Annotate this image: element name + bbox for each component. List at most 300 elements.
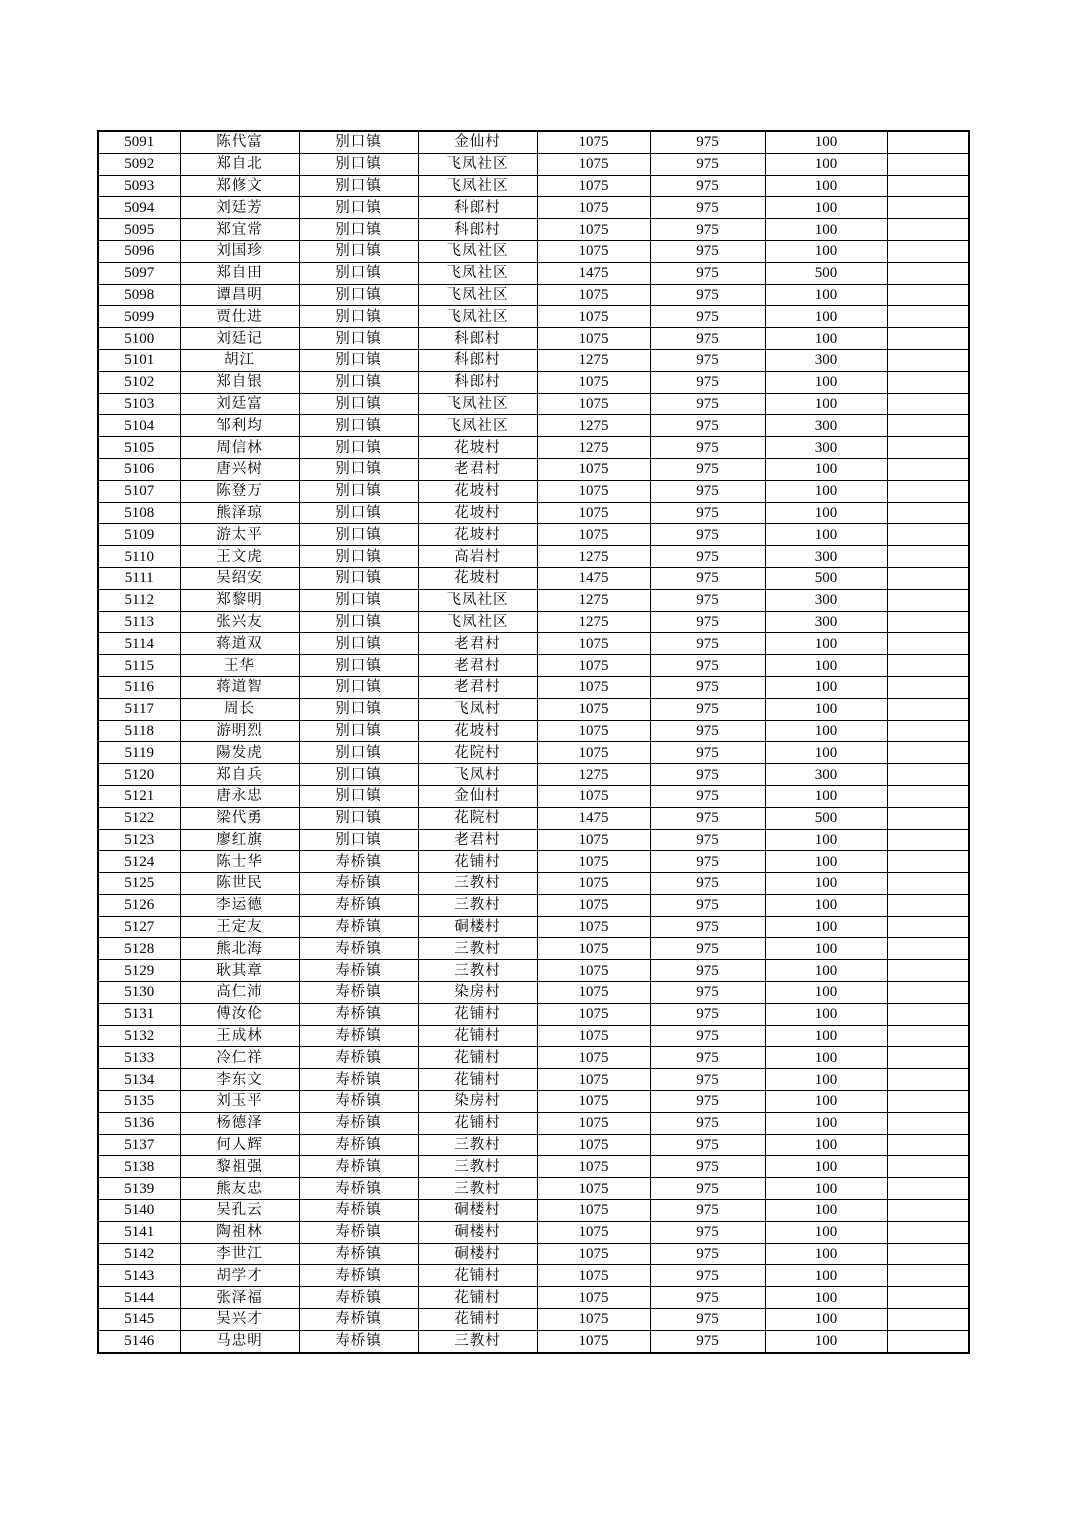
amount-total-cell: 1275: [537, 764, 650, 786]
name-cell: 耿其章: [180, 960, 299, 982]
table-row: [98, 655, 969, 677]
town-cell: 寿桥镇: [299, 894, 418, 916]
village-cell: 科郎村: [418, 349, 537, 371]
town-cell: 寿桥镇: [299, 916, 418, 938]
amount-total-cell: 1075: [537, 219, 650, 241]
table-row: [98, 240, 969, 262]
table-row: [98, 1047, 969, 1069]
table-row: [98, 851, 969, 873]
remark-cell: [887, 415, 969, 437]
name-cell: 游明烈: [180, 720, 299, 742]
row-number-cell: 5101: [98, 349, 180, 371]
amount-extra-cell: 100: [765, 328, 887, 350]
amount-total-cell: 1075: [537, 328, 650, 350]
row-number-cell: 5102: [98, 371, 180, 393]
village-cell: 金仙村: [418, 131, 537, 153]
amount-base-cell: 975: [650, 1047, 765, 1069]
amount-base-cell: 975: [650, 698, 765, 720]
amount-extra-cell: 100: [765, 1178, 887, 1200]
remark-cell: [887, 262, 969, 284]
amount-base-cell: 975: [650, 1003, 765, 1025]
town-cell: 别口镇: [299, 284, 418, 306]
amount-total-cell: 1275: [537, 349, 650, 371]
amount-extra-cell: 300: [765, 437, 887, 459]
amount-base-cell: 975: [650, 1134, 765, 1156]
table-row: [98, 611, 969, 633]
village-cell: 硐楼村: [418, 1200, 537, 1222]
table-row: [98, 742, 969, 764]
village-cell: 三教村: [418, 938, 537, 960]
row-number-cell: 5119: [98, 742, 180, 764]
name-cell: 杨德泽: [180, 1112, 299, 1134]
town-cell: 别口镇: [299, 611, 418, 633]
name-cell: 高仁沛: [180, 982, 299, 1004]
town-cell: 别口镇: [299, 633, 418, 655]
village-cell: 飞凤社区: [418, 611, 537, 633]
table-row: [98, 982, 969, 1004]
amount-total-cell: 1075: [537, 502, 650, 524]
town-cell: 别口镇: [299, 153, 418, 175]
table-row: [98, 437, 969, 459]
row-number-cell: 5096: [98, 240, 180, 262]
remark-cell: [887, 611, 969, 633]
amount-total-cell: 1075: [537, 938, 650, 960]
table-row: [98, 960, 969, 982]
amount-extra-cell: 100: [765, 1091, 887, 1113]
village-cell: 花坡村: [418, 567, 537, 589]
amount-extra-cell: 100: [765, 1134, 887, 1156]
amount-base-cell: 975: [650, 960, 765, 982]
row-number-cell: 5129: [98, 960, 180, 982]
village-cell: 老君村: [418, 458, 537, 480]
village-cell: 花坡村: [418, 720, 537, 742]
amount-extra-cell: 100: [765, 1069, 887, 1091]
row-number-cell: 5124: [98, 851, 180, 873]
amount-total-cell: 1475: [537, 807, 650, 829]
row-number-cell: 5111: [98, 567, 180, 589]
amount-extra-cell: 300: [765, 611, 887, 633]
table-row: [98, 458, 969, 480]
village-cell: 硐楼村: [418, 916, 537, 938]
village-cell: 花铺村: [418, 1112, 537, 1134]
town-cell: 别口镇: [299, 567, 418, 589]
amount-total-cell: 1075: [537, 1069, 650, 1091]
name-cell: 张泽福: [180, 1287, 299, 1309]
name-cell: 陈士华: [180, 851, 299, 873]
remark-cell: [887, 524, 969, 546]
remark-cell: [887, 1091, 969, 1113]
amount-extra-cell: 100: [765, 960, 887, 982]
name-cell: 王文虎: [180, 546, 299, 568]
name-cell: 刘廷富: [180, 393, 299, 415]
name-cell: 张兴友: [180, 611, 299, 633]
table-row: [98, 1330, 969, 1352]
village-cell: 三教村: [418, 960, 537, 982]
village-cell: 染房村: [418, 1091, 537, 1113]
amount-extra-cell: 100: [765, 175, 887, 197]
remark-cell: [887, 698, 969, 720]
village-cell: 花院村: [418, 807, 537, 829]
amount-extra-cell: 100: [765, 676, 887, 698]
village-cell: 花坡村: [418, 502, 537, 524]
amount-extra-cell: 100: [765, 1112, 887, 1134]
row-number-cell: 5122: [98, 807, 180, 829]
table-row: [98, 153, 969, 175]
amount-total-cell: 1075: [537, 480, 650, 502]
village-cell: 三教村: [418, 1134, 537, 1156]
amount-extra-cell: 100: [765, 829, 887, 851]
amount-extra-cell: 100: [765, 524, 887, 546]
row-number-cell: 5138: [98, 1156, 180, 1178]
village-cell: 高岩村: [418, 546, 537, 568]
amount-extra-cell: 300: [765, 589, 887, 611]
name-cell: 郑宜常: [180, 219, 299, 241]
amount-total-cell: 1475: [537, 567, 650, 589]
row-number-cell: 5128: [98, 938, 180, 960]
table-row: [98, 1156, 969, 1178]
amount-base-cell: 975: [650, 916, 765, 938]
remark-cell: [887, 829, 969, 851]
name-cell: 郑自北: [180, 153, 299, 175]
row-number-cell: 5094: [98, 197, 180, 219]
row-number-cell: 5117: [98, 698, 180, 720]
remark-cell: [887, 153, 969, 175]
town-cell: 寿桥镇: [299, 1178, 418, 1200]
name-cell: 郑自兵: [180, 764, 299, 786]
amount-base-cell: 975: [650, 349, 765, 371]
name-cell: 周信林: [180, 437, 299, 459]
village-cell: 花坡村: [418, 480, 537, 502]
amount-total-cell: 1075: [537, 524, 650, 546]
amount-extra-cell: 500: [765, 262, 887, 284]
amount-total-cell: 1075: [537, 1243, 650, 1265]
table-row: [98, 785, 969, 807]
village-cell: 飞凤社区: [418, 153, 537, 175]
amount-base-cell: 975: [650, 676, 765, 698]
records-table: [97, 130, 970, 1354]
row-number-cell: 5134: [98, 1069, 180, 1091]
row-number-cell: 5143: [98, 1265, 180, 1287]
amount-total-cell: 1075: [537, 284, 650, 306]
village-cell: 花铺村: [418, 1003, 537, 1025]
amount-extra-cell: 100: [765, 393, 887, 415]
remark-cell: [887, 807, 969, 829]
amount-total-cell: 1075: [537, 1309, 650, 1331]
amount-base-cell: 975: [650, 611, 765, 633]
amount-base-cell: 975: [650, 807, 765, 829]
table-row: [98, 1025, 969, 1047]
remark-cell: [887, 1178, 969, 1200]
name-cell: 郑黎明: [180, 589, 299, 611]
amount-total-cell: 1075: [537, 1134, 650, 1156]
village-cell: 飞凤社区: [418, 415, 537, 437]
remark-cell: [887, 240, 969, 262]
amount-extra-cell: 100: [765, 720, 887, 742]
amount-base-cell: 975: [650, 764, 765, 786]
row-number-cell: 5106: [98, 458, 180, 480]
town-cell: 寿桥镇: [299, 1134, 418, 1156]
amount-extra-cell: 100: [765, 982, 887, 1004]
remark-cell: [887, 1200, 969, 1222]
amount-base-cell: 975: [650, 393, 765, 415]
table-row: [98, 502, 969, 524]
town-cell: 别口镇: [299, 589, 418, 611]
remark-cell: [887, 1003, 969, 1025]
amount-extra-cell: 500: [765, 807, 887, 829]
amount-base-cell: 975: [650, 437, 765, 459]
village-cell: 硐楼村: [418, 1221, 537, 1243]
amount-total-cell: 1075: [537, 1221, 650, 1243]
name-cell: 李东文: [180, 1069, 299, 1091]
row-number-cell: 5120: [98, 764, 180, 786]
remark-cell: [887, 1134, 969, 1156]
row-number-cell: 5092: [98, 153, 180, 175]
amount-total-cell: 1075: [537, 458, 650, 480]
amount-base-cell: 975: [650, 655, 765, 677]
row-number-cell: 5115: [98, 655, 180, 677]
row-number-cell: 5144: [98, 1287, 180, 1309]
amount-extra-cell: 100: [765, 219, 887, 241]
table-row: [98, 371, 969, 393]
village-cell: 科郎村: [418, 328, 537, 350]
name-cell: 吴孔云: [180, 1200, 299, 1222]
amount-extra-cell: 100: [765, 938, 887, 960]
name-cell: 王华: [180, 655, 299, 677]
name-cell: 熊泽琼: [180, 502, 299, 524]
town-cell: 别口镇: [299, 502, 418, 524]
amount-extra-cell: 100: [765, 1221, 887, 1243]
name-cell: 谭昌明: [180, 284, 299, 306]
village-cell: 三教村: [418, 1178, 537, 1200]
amount-total-cell: 1075: [537, 197, 650, 219]
village-cell: 花铺村: [418, 1047, 537, 1069]
name-cell: 熊友忠: [180, 1178, 299, 1200]
table-row: [98, 393, 969, 415]
amount-base-cell: 975: [650, 785, 765, 807]
amount-base-cell: 975: [650, 240, 765, 262]
remark-cell: [887, 546, 969, 568]
town-cell: 寿桥镇: [299, 1156, 418, 1178]
remark-cell: [887, 1112, 969, 1134]
amount-extra-cell: 100: [765, 284, 887, 306]
amount-total-cell: 1075: [537, 131, 650, 153]
amount-extra-cell: 100: [765, 916, 887, 938]
amount-extra-cell: 300: [765, 349, 887, 371]
remark-cell: [887, 916, 969, 938]
amount-base-cell: 975: [650, 131, 765, 153]
remark-cell: [887, 764, 969, 786]
village-cell: 花铺村: [418, 1265, 537, 1287]
row-number-cell: 5112: [98, 589, 180, 611]
amount-total-cell: 1075: [537, 1047, 650, 1069]
name-cell: 邹利均: [180, 415, 299, 437]
table-row: [98, 894, 969, 916]
town-cell: 别口镇: [299, 829, 418, 851]
amount-base-cell: 975: [650, 328, 765, 350]
row-number-cell: 5136: [98, 1112, 180, 1134]
amount-total-cell: 1075: [537, 1178, 650, 1200]
amount-base-cell: 975: [650, 1069, 765, 1091]
row-number-cell: 5105: [98, 437, 180, 459]
village-cell: 三教村: [418, 1330, 537, 1352]
town-cell: 寿桥镇: [299, 1047, 418, 1069]
town-cell: 别口镇: [299, 131, 418, 153]
town-cell: 别口镇: [299, 197, 418, 219]
town-cell: 寿桥镇: [299, 982, 418, 1004]
village-cell: 老君村: [418, 676, 537, 698]
village-cell: 金仙村: [418, 785, 537, 807]
table-row: [98, 698, 969, 720]
amount-extra-cell: 100: [765, 1265, 887, 1287]
town-cell: 别口镇: [299, 742, 418, 764]
amount-extra-cell: 100: [765, 306, 887, 328]
amount-total-cell: 1275: [537, 546, 650, 568]
amount-total-cell: 1075: [537, 785, 650, 807]
table-row: [98, 1178, 969, 1200]
amount-base-cell: 975: [650, 1112, 765, 1134]
amount-base-cell: 975: [650, 1330, 765, 1352]
row-number-cell: 5135: [98, 1091, 180, 1113]
town-cell: 别口镇: [299, 306, 418, 328]
village-cell: 科郎村: [418, 371, 537, 393]
amount-extra-cell: 100: [765, 851, 887, 873]
table-row: [98, 284, 969, 306]
remark-cell: [887, 480, 969, 502]
amount-base-cell: 975: [650, 262, 765, 284]
remark-cell: [887, 502, 969, 524]
town-cell: 寿桥镇: [299, 1069, 418, 1091]
town-cell: 别口镇: [299, 807, 418, 829]
amount-base-cell: 975: [650, 284, 765, 306]
row-number-cell: 5095: [98, 219, 180, 241]
town-cell: 寿桥镇: [299, 873, 418, 895]
row-number-cell: 5103: [98, 393, 180, 415]
name-cell: 唐永忠: [180, 785, 299, 807]
row-number-cell: 5125: [98, 873, 180, 895]
amount-total-cell: 1075: [537, 1025, 650, 1047]
amount-total-cell: 1075: [537, 1112, 650, 1134]
town-cell: 别口镇: [299, 175, 418, 197]
remark-cell: [887, 894, 969, 916]
town-cell: 别口镇: [299, 764, 418, 786]
amount-total-cell: 1075: [537, 1265, 650, 1287]
amount-extra-cell: 100: [765, 197, 887, 219]
village-cell: 飞凤社区: [418, 175, 537, 197]
table-row: [98, 219, 969, 241]
row-number-cell: 5121: [98, 785, 180, 807]
amount-total-cell: 1275: [537, 589, 650, 611]
table-row: [98, 873, 969, 895]
remark-cell: [887, 960, 969, 982]
town-cell: 别口镇: [299, 676, 418, 698]
table-row: [98, 1069, 969, 1091]
remark-cell: [887, 458, 969, 480]
remark-cell: [887, 1221, 969, 1243]
row-number-cell: 5091: [98, 131, 180, 153]
row-number-cell: 5093: [98, 175, 180, 197]
table-row: [98, 1003, 969, 1025]
remark-cell: [887, 873, 969, 895]
town-cell: 别口镇: [299, 524, 418, 546]
town-cell: 别口镇: [299, 458, 418, 480]
name-cell: 廖红旗: [180, 829, 299, 851]
amount-extra-cell: 100: [765, 131, 887, 153]
amount-total-cell: 1075: [537, 960, 650, 982]
amount-extra-cell: 100: [765, 1025, 887, 1047]
name-cell: 刘玉平: [180, 1091, 299, 1113]
name-cell: 蒋道双: [180, 633, 299, 655]
village-cell: 老君村: [418, 655, 537, 677]
table-row: [98, 720, 969, 742]
amount-extra-cell: 100: [765, 1309, 887, 1331]
amount-total-cell: 1275: [537, 437, 650, 459]
row-number-cell: 5107: [98, 480, 180, 502]
village-cell: 飞凤社区: [418, 284, 537, 306]
town-cell: 寿桥镇: [299, 1330, 418, 1352]
amount-total-cell: 1075: [537, 742, 650, 764]
remark-cell: [887, 851, 969, 873]
table-row: [98, 916, 969, 938]
amount-total-cell: 1075: [537, 698, 650, 720]
name-cell: 何人辉: [180, 1134, 299, 1156]
name-cell: 陈世民: [180, 873, 299, 895]
row-number-cell: 5142: [98, 1243, 180, 1265]
amount-total-cell: 1075: [537, 1156, 650, 1178]
remark-cell: [887, 1265, 969, 1287]
table-row: [98, 415, 969, 437]
town-cell: 寿桥镇: [299, 1200, 418, 1222]
remark-cell: [887, 982, 969, 1004]
amount-base-cell: 975: [650, 1265, 765, 1287]
amount-base-cell: 975: [650, 1287, 765, 1309]
table-row: [98, 1200, 969, 1222]
remark-cell: [887, 219, 969, 241]
row-number-cell: 5140: [98, 1200, 180, 1222]
town-cell: 寿桥镇: [299, 1287, 418, 1309]
remark-cell: [887, 720, 969, 742]
name-cell: 王成林: [180, 1025, 299, 1047]
row-number-cell: 5104: [98, 415, 180, 437]
amount-total-cell: 1075: [537, 306, 650, 328]
remark-cell: [887, 742, 969, 764]
name-cell: 陈代富: [180, 131, 299, 153]
amount-base-cell: 975: [650, 306, 765, 328]
name-cell: 吴绍安: [180, 567, 299, 589]
table-row: [98, 197, 969, 219]
row-number-cell: 5132: [98, 1025, 180, 1047]
amount-base-cell: 975: [650, 1309, 765, 1331]
amount-total-cell: 1075: [537, 153, 650, 175]
remark-cell: [887, 349, 969, 371]
amount-extra-cell: 100: [765, 480, 887, 502]
amount-base-cell: 975: [650, 1243, 765, 1265]
name-cell: 李世江: [180, 1243, 299, 1265]
amount-base-cell: 975: [650, 1156, 765, 1178]
row-number-cell: 5098: [98, 284, 180, 306]
name-cell: 傅汝伦: [180, 1003, 299, 1025]
amount-extra-cell: 100: [765, 371, 887, 393]
table-row: [98, 306, 969, 328]
remark-cell: [887, 328, 969, 350]
name-cell: 游太平: [180, 524, 299, 546]
table-row: [98, 764, 969, 786]
amount-base-cell: 975: [650, 371, 765, 393]
amount-base-cell: 975: [650, 851, 765, 873]
remark-cell: [887, 676, 969, 698]
row-number-cell: 5146: [98, 1330, 180, 1352]
amount-total-cell: 1075: [537, 1200, 650, 1222]
table-row: [98, 633, 969, 655]
